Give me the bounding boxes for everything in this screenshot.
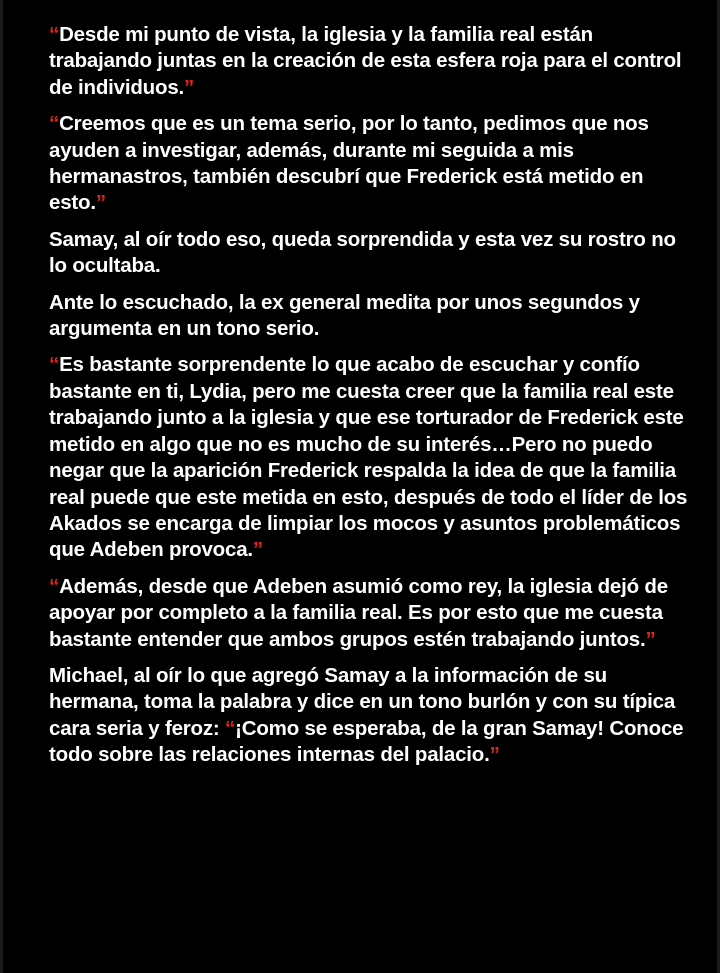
paragraph-text: Creemos que es un tema serio, por lo tanto, pedimos que nos ayuden a investigar, además, durante mi seguida a mis hermanastros, también descubrí que Frederick está metido en esto. <box>49 112 649 215</box>
quoted-speech: ¡Como se esperaba, de la gran Samay! Conoce todo sobre las relaciones internas del palacio. <box>49 716 684 767</box>
open-quote-mark: “ <box>225 716 236 740</box>
paragraph-3 <box>49 227 689 280</box>
paragraph-text: Desde mi punto de vista, la iglesia y la familia real están trabajando juntas en la creación de esta esfera roja para el control de individuos. <box>49 23 682 99</box>
paragraph-6 <box>49 574 689 653</box>
close-quote-mark: ” <box>489 743 500 767</box>
paragraph-text: Michael, al oír lo que agregó Samay a la información de su hermana, toma la palabra y dice en un tono burlón y con su típica cara seria y feroz: <box>49 663 676 740</box>
paragraph-5 <box>49 352 689 563</box>
open-quote-mark: “ <box>49 353 60 377</box>
paragraph-text: Es bastante sorprendente lo que acabo de escuchar y confío bastante en ti, Lydia, pero me cuesta creer que la familia real este trabajando junto a la iglesia y que ese torturador de Frederick este metido en algo que no es mucho de su interés…Pero no puedo negar que la aparición Frederick respalda la idea de que la familia real puede que este metida en esto, después de todo el líder de los Akados se encarga de limpiar los mocos y asuntos problemáticos que Adeben provoca. <box>49 353 688 562</box>
story-text <box>49 22 689 779</box>
paragraph-text: Además, desde que Adeben asumió como rey, la iglesia dejó de apoyar por completo a la familia real. Es por esto que me cuesta bastante entender que ambos grupos estén trabajando juntos. <box>49 574 668 651</box>
close-quote-mark: ” <box>184 75 195 99</box>
paragraph-text: Samay, al oír todo eso, queda sorprendida y esta vez su rostro no lo ocultaba. <box>49 227 676 278</box>
close-quote-mark: ” <box>645 627 656 651</box>
paragraph-4 <box>49 290 689 343</box>
open-quote-mark: “ <box>49 574 60 598</box>
paragraph-1 <box>49 22 689 101</box>
close-quote-mark: ” <box>95 191 106 215</box>
open-quote-mark: “ <box>49 112 60 136</box>
close-quote-mark: ” <box>252 538 263 562</box>
open-quote-mark: “ <box>49 23 60 46</box>
paragraph-text: Ante lo escuchado, la ex general medita por unos segundos y argumenta en un tono serio. <box>49 290 640 341</box>
paragraph-2 <box>49 111 689 217</box>
paragraph-7 <box>49 663 689 769</box>
